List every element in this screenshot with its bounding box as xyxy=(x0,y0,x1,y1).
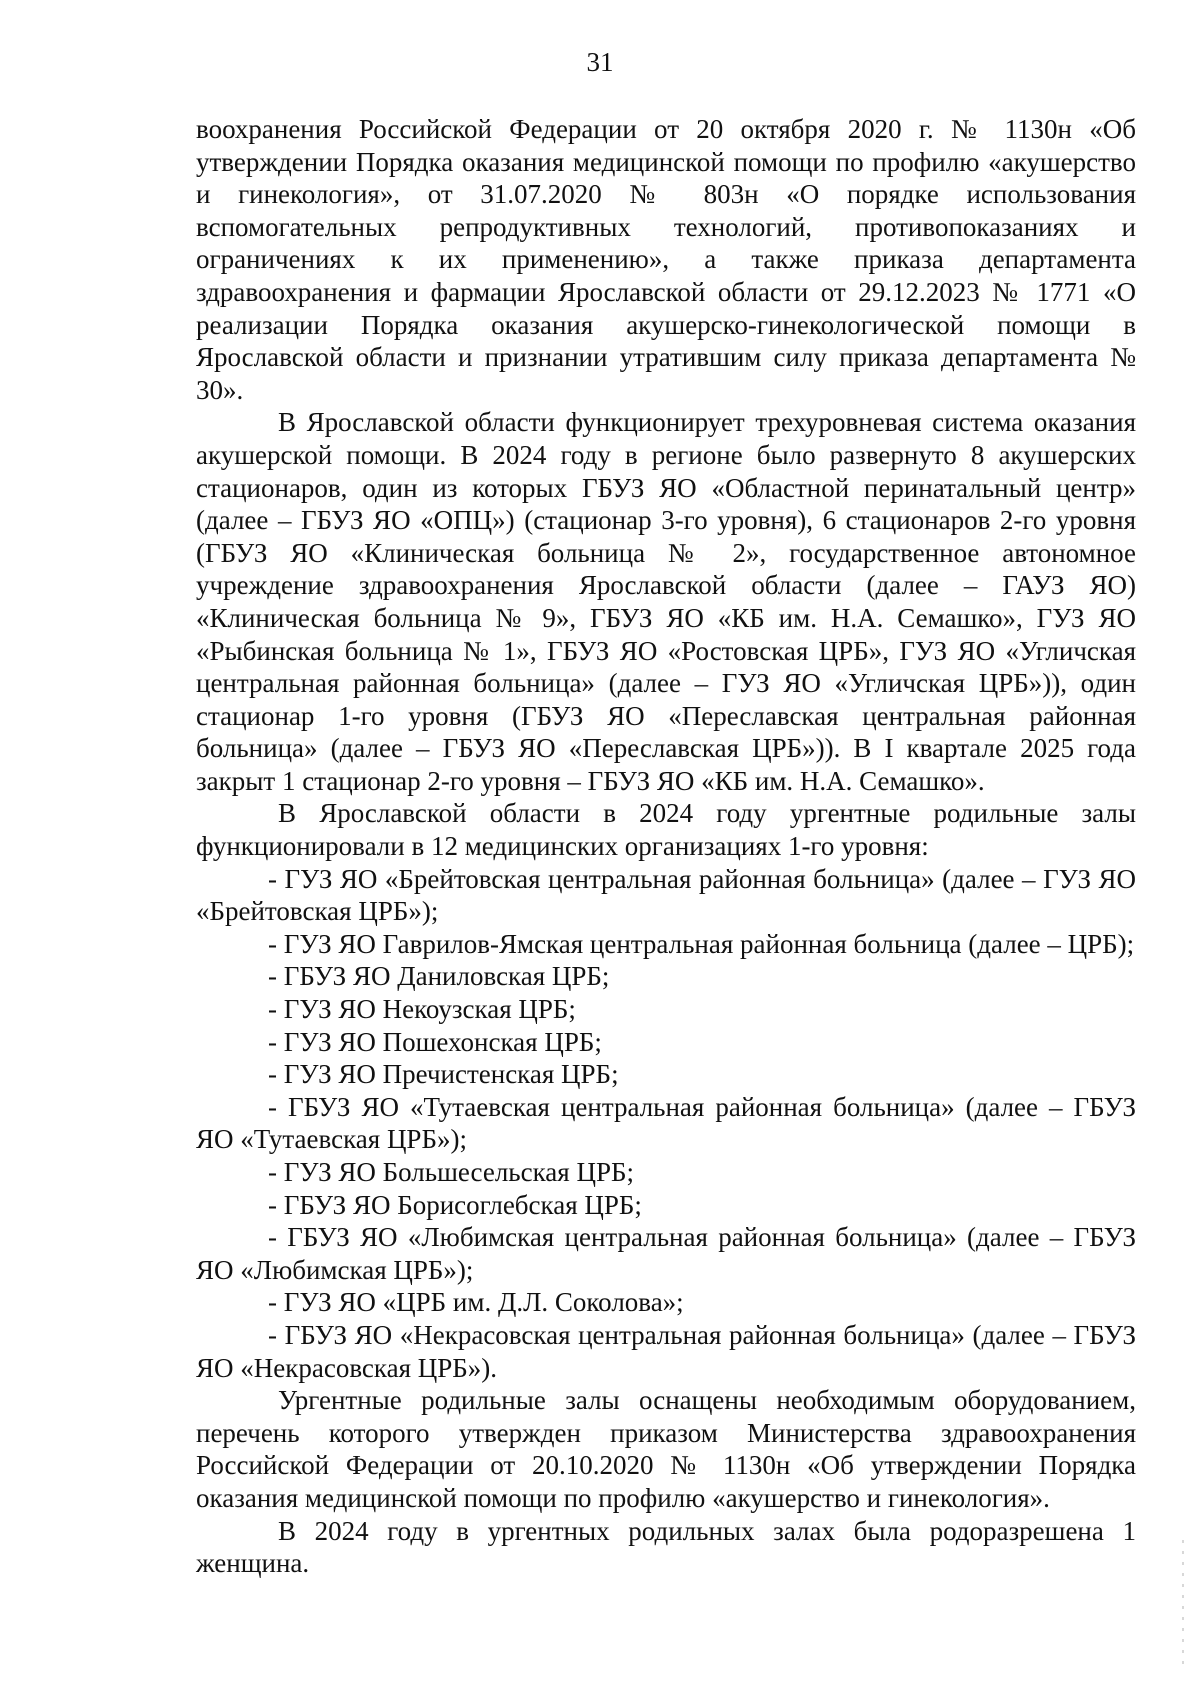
paragraph-equipment: Ургентные родильные залы оснащены необходимым оборудованием, перечень которого утвержден приказом Министерства здравоохранения Российской Федерации от 20.10.2020 № 1130н «Об утверждении Порядка оказания медицинской помощи по профилю «акушерство и гинекология». xyxy=(196,1385,1136,1513)
paragraph-obstetric-system: В Ярославской области функционирует трехуровневая система оказания акушерской помощи. В 2024 году в регионе было развернуто 8 акушерских стационаров, один из которых ГБУЗ ЯО «Областной перинатальный центр» (далее – ГБУЗ ЯО «ОПЦ») (стационар 3-го уровня), 6 стационаров 2-го уровня (ГБУЗ ЯО «Клиническая больница № 2», государственное автономное учреждение здравоохранения Ярославской области (далее – ГАУЗ ЯО) «Клиническая больница № 9», ГБУЗ ЯО «КБ им. Н.А. Семашко», ГУЗ ЯО «Рыбинская больница № 1», ГБУЗ ЯО «Ростовская ЦРБ», ГУЗ ЯО «Угличская центральная районная больница» (далее – ГУЗ ЯО «Угличская ЦРБ»)), один стационар 1-го уровня (ГБУЗ ЯО «Переславская центральная районная больница» (далее – ГБУЗ ЯО «Переславская ЦРБ»)). В I квартале 2025 года закрыт 1 стационар 2-го уровня – ГБУЗ ЯО «КБ им. Н.А. Семашко». xyxy=(196,407,1136,796)
list-item: - ГУЗ ЯО Гаврилов-Ямская центральная районная больница (далее – ЦРБ); xyxy=(268,928,1135,959)
list-item: - ГУЗ ЯО Некоузская ЦРБ; xyxy=(268,994,576,1025)
list-item: - ГУЗ ЯО «ЦРБ им. Д.Л. Соколова»; xyxy=(268,1287,684,1318)
page-number: 31 xyxy=(586,47,614,77)
list-item: - ГУЗ ЯО «Брейтовская центральная районная больница» (далее – ГУЗ ЯО «Брейтовская ЦРБ»); xyxy=(196,863,1136,927)
list-item: - ГБУЗ ЯО «Тутаевская центральная районная больница» (далее – ГБУЗ ЯО «Тутаевская ЦРБ»); xyxy=(196,1091,1136,1155)
organization-list xyxy=(196,863,1136,1385)
list-item: - ГБУЗ ЯО Борисоглебская ЦРБ; xyxy=(268,1189,642,1220)
document-body xyxy=(196,113,1136,1580)
list-item: - ГБУЗ ЯО «Некрасовская центральная районная больница» (далее – ГБУЗ ЯО «Некрасовская ЦРБ»). xyxy=(196,1319,1136,1383)
paragraph-continuation: воохранения Российской Федерации от 20 октября 2020 г. № 1130н «Об утверждении Порядка оказания медицинской помощи по профилю «акушерство и гинекология», от 31.07.2020 № 803н «О порядке использования вспомогательных репродуктивных технологий, противопоказаниях и ограничениях к их применению», а также приказа департамента здравоохранения и фармации Ярославской области от 29.12.2023 № 1771 «О реализации Порядка оказания акушерско-гинекологической помощи в Ярославской области и признании утратившим силу приказа департамента № 30». xyxy=(196,114,1136,405)
list-item: - ГУЗ ЯО Большесельская ЦРБ; xyxy=(268,1157,634,1187)
list-item: - ГБУЗ ЯО Даниловская ЦРБ; xyxy=(268,961,610,992)
list-item: - ГУЗ ЯО Пошехонская ЦРБ; xyxy=(268,1026,602,1057)
paragraph-urgent-rooms-intro: В Ярославской области в 2024 году ургентные родильные залы функционировали в 12 медицинских организациях 1-го уровня: xyxy=(196,798,1136,862)
paragraph-deliveries: В 2024 году в ургентных родильных залах была родоразрешена 1 женщина. xyxy=(196,1515,1136,1579)
scan-artifact xyxy=(1182,1540,1184,1670)
list-item: - ГБУЗ ЯО «Любимская центральная районная больница» (далее – ГБУЗ ЯО «Любимская ЦРБ»); xyxy=(196,1222,1136,1285)
list-item: - ГУЗ ЯО Пречистенская ЦРБ; xyxy=(268,1059,619,1090)
